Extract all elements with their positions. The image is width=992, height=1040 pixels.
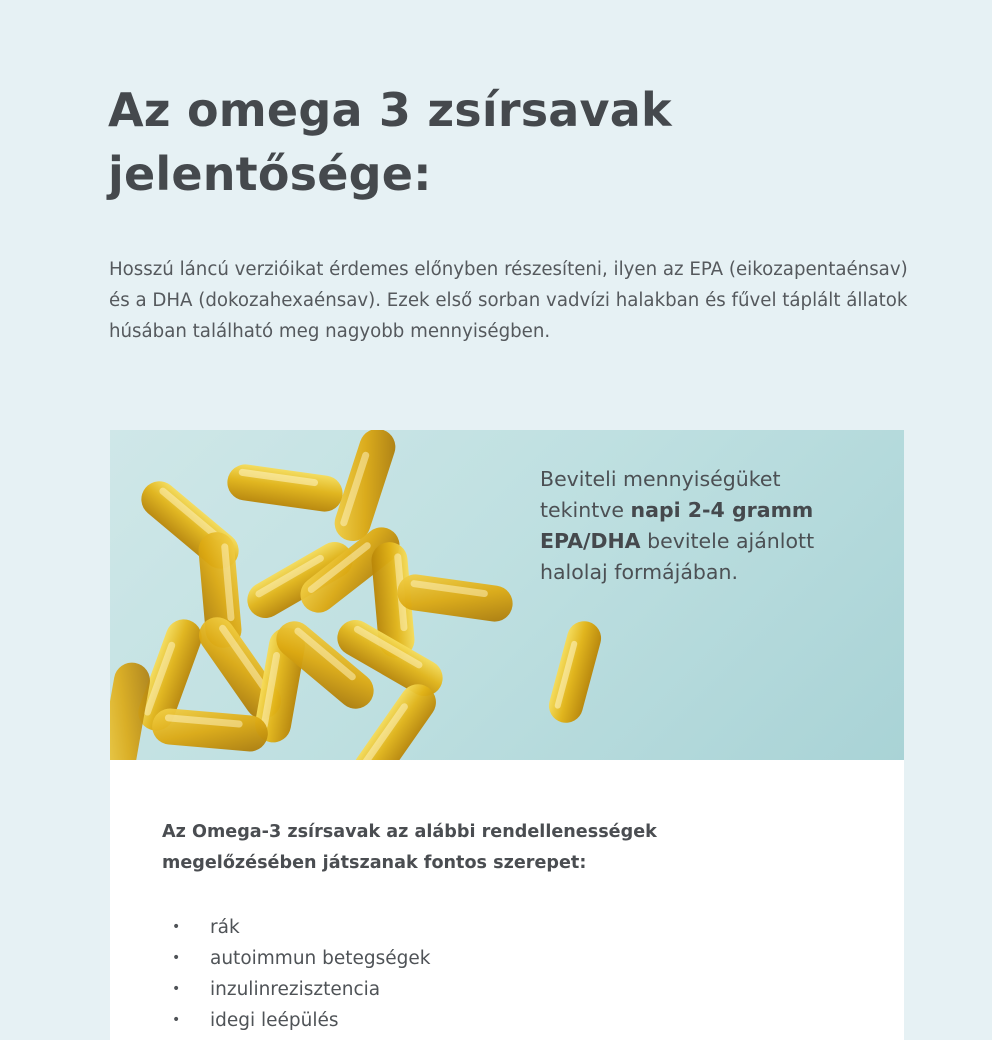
- bullet-icon: •: [172, 1012, 181, 1028]
- list-item-text: idegi leépülés: [210, 1010, 339, 1031]
- list-item-text: inzulinrezisztencia: [210, 979, 381, 1000]
- list-item: [162, 943, 431, 974]
- intro-paragraph: Hosszú láncú verzióikat érdemes előnyben részesíteni, ilyen az EPA (eikozapentaénsav) és a DHA (dokozahexaénsav). Ezek első sorban vadvízi halakban és fűvel táplált állatok húsában található meg nagyobb mennyiségben.: [109, 259, 908, 342]
- conditions-heading: Az Omega-3 zsírsavak az alábbi rendellenességek megelőzésében játszanak fontos szerepet:: [162, 822, 657, 873]
- list-item: [162, 912, 431, 943]
- banner-text-after: bevitele ajánlott halolaj formájában.: [540, 529, 815, 584]
- list-item: [162, 1005, 431, 1036]
- capsules-cluster: [110, 430, 605, 760]
- banner-text-bold: napi 2-4 gramm EPA/DHA: [540, 498, 814, 553]
- fish-oil-banner: [110, 430, 904, 760]
- list-item-text: autoimmun betegségek: [210, 948, 431, 969]
- conditions-card: [110, 760, 904, 1040]
- page-title: Az omega 3 zsírsavak jelentősége:: [108, 83, 672, 201]
- list-item: [162, 974, 431, 1005]
- banner-text-before: Beviteli mennyiségüket tekintve: [540, 467, 781, 522]
- list-item-text: rák: [210, 917, 240, 938]
- bullet-icon: •: [172, 981, 181, 997]
- bullet-icon: •: [172, 919, 181, 935]
- conditions-list: [162, 912, 431, 1036]
- bullet-icon: •: [172, 950, 181, 966]
- banner-text: [540, 464, 870, 588]
